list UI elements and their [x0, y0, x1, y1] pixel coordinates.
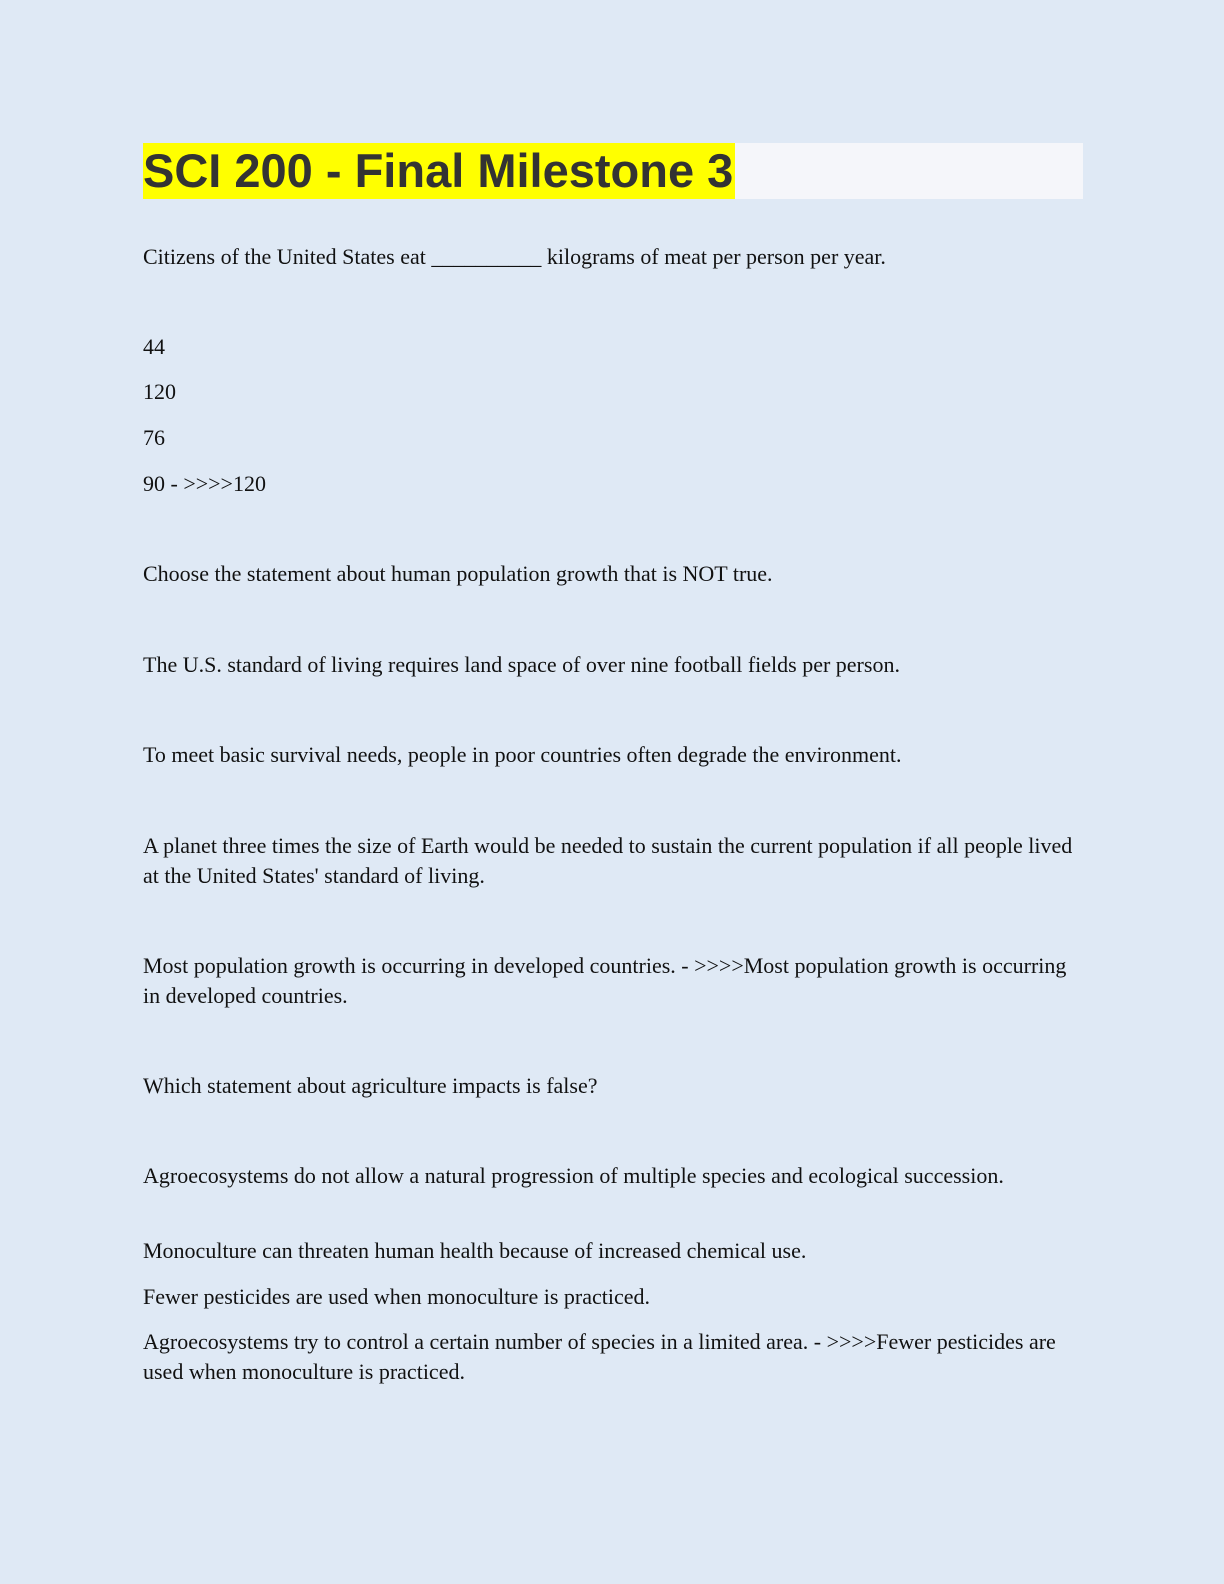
question-3-option-3: Fewer pesticides are used when monoculture is practiced. [143, 1284, 651, 1309]
question-2-text: Choose the statement about human population growth that is NOT true. [143, 561, 773, 586]
question-1-option-1: 44 [143, 334, 165, 359]
question-1-option-3: 76 [143, 425, 165, 450]
document-title: SCI 200 - Final Milestone 3 [143, 144, 734, 197]
question-2-option-1: The U.S. standard of living requires land space of over nine football fields per person. [143, 652, 900, 677]
question-1-text: Citizens of the United States eat __________ kilograms of meat per person per year. [143, 244, 886, 269]
question-3-text: Which statement about agriculture impacts is false? [143, 1073, 598, 1098]
question-2-answer: Most population growth is occurring in developed countries. - >>>>Most population growth is occurring in developed countries. [143, 953, 1067, 1008]
question-3-answer: Agroecosystems try to control a certain number of species in a limited area. - >>>>Fewer pesticides are used when monoculture is practiced. [143, 1329, 1056, 1384]
question-3-option-2: Monoculture can threaten human health because of increased chemical use. [143, 1238, 807, 1263]
question-1-answer: 90 - >>>>120 [143, 471, 266, 496]
question-2-option-3: A planet three times the size of Earth would be needed to sustain the current population if all people lived at the United States' standard of living. [143, 833, 1073, 888]
question-2-option-2: To meet basic survival needs, people in poor countries often degrade the environment. [143, 742, 902, 767]
question-1-option-2: 120 [143, 379, 176, 404]
question-3-option-1: Agroecosystems do not allow a natural progression of multiple species and ecological succession. [143, 1163, 1004, 1188]
